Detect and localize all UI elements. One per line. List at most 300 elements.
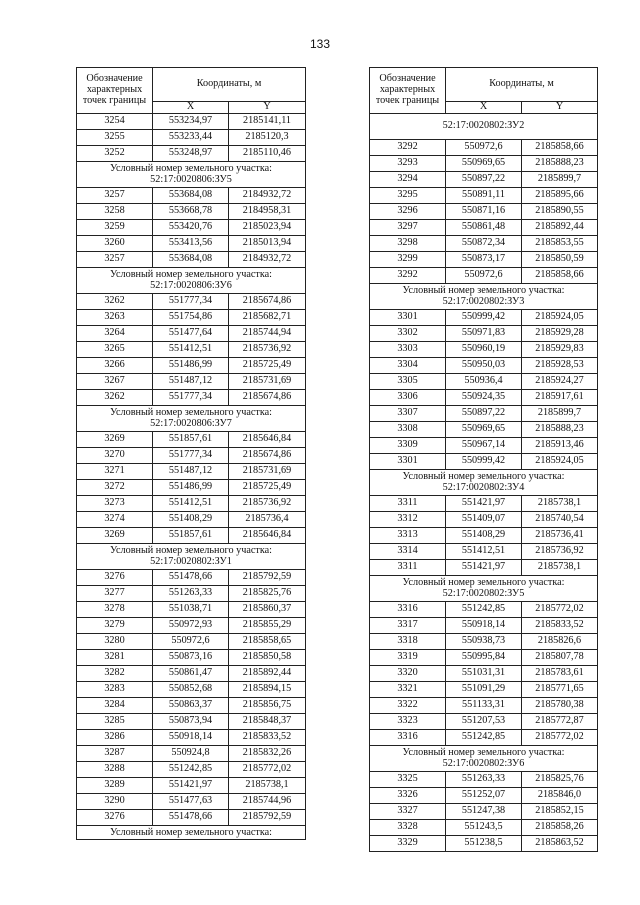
y-coordinate-cell: 2185892,44 [522,219,598,235]
x-coordinate-cell: 550971,83 [446,325,522,341]
y-coordinate-cell: 2185832,26 [229,745,306,761]
table-row [77,745,306,761]
point-id-cell: 3319 [370,649,446,665]
y-coordinate-cell: 2185928,53 [522,357,598,373]
table-row [370,267,598,283]
point-id-cell: 3281 [77,649,153,665]
section-row [370,283,598,309]
table-row [77,431,306,447]
point-id-cell: 3280 [77,633,153,649]
x-coordinate-cell: 550950,03 [446,357,522,373]
table-row [370,453,598,469]
x-coordinate-cell: 551478,66 [153,809,229,825]
point-id-cell: 3308 [370,421,446,437]
table-row [77,697,306,713]
table-row [77,585,306,601]
table-row [370,771,598,787]
y-coordinate-cell: 2185929,83 [522,341,598,357]
x-coordinate-cell: 550972,6 [446,267,522,283]
table-row [77,527,306,543]
point-id-cell: 3326 [370,787,446,803]
x-coordinate-cell: 553684,08 [153,251,229,267]
point-id-cell: 3301 [370,453,446,469]
point-id-cell: 3279 [77,617,153,633]
table-row [370,713,598,729]
land-plot-number: Условный номер земельного участка: 52:17:0020806:ЗУ7 [77,405,306,431]
x-coordinate-cell: 551478,66 [153,569,229,585]
x-coordinate-cell: 550999,42 [446,453,522,469]
point-id-cell: 3270 [77,447,153,463]
y-coordinate-cell: 2184932,72 [229,187,306,203]
table-row [370,325,598,341]
x-coordinate-cell: 550972,6 [153,633,229,649]
table-row [77,187,306,203]
y-coordinate-cell: 2185924,05 [522,309,598,325]
table-row [77,145,306,161]
point-id-cell: 3293 [370,155,446,171]
coordinates-table-right [369,67,598,852]
y-coordinate-cell: 2185731,69 [229,373,306,389]
y-coordinate-cell: 2185846,0 [522,787,598,803]
table-row [370,819,598,835]
point-id-cell: 3322 [370,697,446,713]
x-coordinate-cell: 553234,97 [153,113,229,129]
table-row [77,569,306,585]
land-plot-number: Условный номер земельного участка: 52:17:0020802:ЗУ5 [370,575,598,601]
x-coordinate-cell: 551412,51 [153,341,229,357]
y-coordinate-cell: 2185731,69 [229,463,306,479]
y-coordinate-cell: 2185646,84 [229,431,306,447]
point-id-cell: 3276 [77,569,153,585]
header-x: X [153,102,229,114]
coordinates-table-left [76,67,306,840]
section-row [77,825,306,839]
x-coordinate-cell: 551857,61 [153,527,229,543]
x-coordinate-cell: 551038,71 [153,601,229,617]
point-id-cell: 3309 [370,437,446,453]
point-id-cell: 3328 [370,819,446,835]
header-y: Y [522,102,598,114]
y-coordinate-cell: 2185740,54 [522,511,598,527]
y-coordinate-cell: 2185860,37 [229,601,306,617]
section-row [77,161,306,187]
table-row [370,203,598,219]
y-coordinate-cell: 2185792,59 [229,569,306,585]
section-row [370,113,598,139]
x-coordinate-cell: 550861,47 [153,665,229,681]
y-coordinate-cell: 2185744,94 [229,325,306,341]
y-coordinate-cell: 2185646,84 [229,527,306,543]
y-coordinate-cell: 2185110,46 [229,145,306,161]
table-row [370,405,598,421]
y-coordinate-cell: 2185736,92 [522,543,598,559]
x-coordinate-cell: 551421,97 [446,495,522,511]
x-coordinate-cell: 550995,84 [446,649,522,665]
y-coordinate-cell: 2185772,02 [522,729,598,745]
table-row [370,835,598,851]
table-row [370,341,598,357]
x-coordinate-cell: 551777,34 [153,447,229,463]
x-coordinate-cell: 551421,97 [153,777,229,793]
x-coordinate-cell: 551242,85 [153,761,229,777]
y-coordinate-cell: 2185833,52 [522,617,598,633]
x-coordinate-cell: 550872,34 [446,235,522,251]
table-row [77,341,306,357]
y-coordinate-cell: 2185858,65 [229,633,306,649]
point-id-cell: 3317 [370,617,446,633]
header-y: Y [229,102,306,114]
x-coordinate-cell: 550891,11 [446,187,522,203]
x-coordinate-cell: 550938,73 [446,633,522,649]
table-row [370,633,598,649]
table-row [77,809,306,825]
land-plot-number: Условный номер земельного участка: 52:17:0020802:ЗУ1 [77,543,306,569]
table-row [370,681,598,697]
x-coordinate-cell: 550967,14 [446,437,522,453]
point-id-cell: 3312 [370,511,446,527]
x-coordinate-cell: 551263,33 [446,771,522,787]
x-coordinate-cell: 550972,93 [153,617,229,633]
y-coordinate-cell: 2185023,94 [229,219,306,235]
point-id-cell: 3258 [77,203,153,219]
x-coordinate-cell: 551242,85 [446,729,522,745]
point-id-cell: 3284 [77,697,153,713]
table-row [77,649,306,665]
x-coordinate-cell: 553233,44 [153,129,229,145]
point-id-cell: 3282 [77,665,153,681]
y-coordinate-cell: 2185855,29 [229,617,306,633]
land-plot-number: Условный номер земельного участка: 52:17:0020802:ЗУ3 [370,283,598,309]
table-row [370,787,598,803]
y-coordinate-cell: 2184958,31 [229,203,306,219]
x-coordinate-cell: 551477,63 [153,793,229,809]
y-coordinate-cell: 2185780,38 [522,697,598,713]
x-coordinate-cell: 551263,33 [153,585,229,601]
y-coordinate-cell: 2185772,87 [522,713,598,729]
table-row [370,373,598,389]
table-row [77,633,306,649]
x-coordinate-cell: 550972,6 [446,139,522,155]
point-id-cell: 3307 [370,405,446,421]
table-row [370,527,598,543]
table-row [370,187,598,203]
point-id-cell: 3303 [370,341,446,357]
y-coordinate-cell: 2185141,11 [229,113,306,129]
section-row [370,745,598,771]
point-id-cell: 3254 [77,113,153,129]
point-id-cell: 3269 [77,527,153,543]
x-coordinate-cell: 551777,34 [153,389,229,405]
table-row [370,559,598,575]
section-row [77,543,306,569]
point-id-cell: 3273 [77,495,153,511]
y-coordinate-cell: 2185913,46 [522,437,598,453]
y-coordinate-cell: 2185850,59 [522,251,598,267]
point-id-cell: 3260 [77,235,153,251]
y-coordinate-cell: 2185674,86 [229,293,306,309]
x-coordinate-cell: 553248,97 [153,145,229,161]
x-coordinate-cell: 550861,48 [446,219,522,235]
y-coordinate-cell: 2185736,41 [522,527,598,543]
table-row [77,617,306,633]
y-coordinate-cell: 2185825,76 [522,771,598,787]
x-coordinate-cell: 551252,07 [446,787,522,803]
land-plot-number: Условный номер земельного участка: 52:17:0020806:ЗУ6 [77,267,306,293]
table-row [370,155,598,171]
x-coordinate-cell: 550969,65 [446,155,522,171]
y-coordinate-cell: 2185120,3 [229,129,306,145]
y-coordinate-cell: 2184932,72 [229,251,306,267]
x-coordinate-cell: 551412,51 [153,495,229,511]
point-id-cell: 3316 [370,601,446,617]
point-id-cell: 3276 [77,809,153,825]
point-id-cell: 3286 [77,729,153,745]
point-id-cell: 3305 [370,373,446,389]
point-id-cell: 3262 [77,389,153,405]
y-coordinate-cell: 2185888,23 [522,155,598,171]
point-id-cell: 3296 [370,203,446,219]
y-coordinate-cell: 2185771,65 [522,681,598,697]
x-coordinate-cell: 553413,56 [153,235,229,251]
x-coordinate-cell: 551238,5 [446,835,522,851]
x-coordinate-cell: 551412,51 [446,543,522,559]
point-id-cell: 3311 [370,559,446,575]
point-id-cell: 3264 [77,325,153,341]
table-row [77,793,306,809]
x-coordinate-cell: 551421,97 [446,559,522,575]
section-row [77,405,306,431]
y-coordinate-cell: 2185929,28 [522,325,598,341]
table-row [77,713,306,729]
y-coordinate-cell: 2185792,59 [229,809,306,825]
y-coordinate-cell: 2185744,96 [229,793,306,809]
table-row [370,729,598,745]
x-coordinate-cell: 553668,78 [153,203,229,219]
point-id-cell: 3298 [370,235,446,251]
table-row [77,309,306,325]
x-coordinate-cell: 551486,99 [153,479,229,495]
y-coordinate-cell: 2185856,75 [229,697,306,713]
point-id-cell: 3292 [370,267,446,283]
point-id-cell: 3294 [370,171,446,187]
y-coordinate-cell: 2185850,58 [229,649,306,665]
point-id-cell: 3327 [370,803,446,819]
y-coordinate-cell: 2185894,15 [229,681,306,697]
point-id-cell: 3287 [77,745,153,761]
y-coordinate-cell: 2185917,61 [522,389,598,405]
x-coordinate-cell: 551777,34 [153,293,229,309]
header-point-designation: Обозначение характерных точек границы [77,68,153,114]
x-coordinate-cell: 551408,29 [153,511,229,527]
point-id-cell: 3304 [370,357,446,373]
y-coordinate-cell: 2185725,49 [229,479,306,495]
table-row [77,129,306,145]
y-coordinate-cell: 2185924,27 [522,373,598,389]
header-coordinates: Координаты, м [446,68,598,102]
point-id-cell: 3267 [77,373,153,389]
y-coordinate-cell: 2185825,76 [229,585,306,601]
table-row [370,357,598,373]
point-id-cell: 3320 [370,665,446,681]
x-coordinate-cell: 550936,4 [446,373,522,389]
x-coordinate-cell: 551091,29 [446,681,522,697]
table-row [370,617,598,633]
x-coordinate-cell: 550873,17 [446,251,522,267]
point-id-cell: 3252 [77,145,153,161]
table-row [77,447,306,463]
y-coordinate-cell: 2185807,78 [522,649,598,665]
y-coordinate-cell: 2185682,71 [229,309,306,325]
x-coordinate-cell: 550969,65 [446,421,522,437]
point-id-cell: 3272 [77,479,153,495]
table-row [370,649,598,665]
y-coordinate-cell: 2185725,49 [229,357,306,373]
y-coordinate-cell: 2185783,61 [522,665,598,681]
point-id-cell: 3325 [370,771,446,787]
x-coordinate-cell: 550897,22 [446,171,522,187]
point-id-cell: 3265 [77,341,153,357]
point-id-cell: 3283 [77,681,153,697]
point-id-cell: 3321 [370,681,446,697]
point-id-cell: 3274 [77,511,153,527]
table-row [77,777,306,793]
header-coordinates: Координаты, м [153,68,306,102]
x-coordinate-cell: 550960,19 [446,341,522,357]
x-coordinate-cell: 551207,53 [446,713,522,729]
x-coordinate-cell: 550924,8 [153,745,229,761]
point-id-cell: 3255 [77,129,153,145]
y-coordinate-cell: 2185888,23 [522,421,598,437]
section-row [370,575,598,601]
table-row [370,309,598,325]
table-row [77,251,306,267]
section-row [77,267,306,293]
y-coordinate-cell: 2185899,7 [522,171,598,187]
y-coordinate-cell: 2185858,26 [522,819,598,835]
point-id-cell: 3313 [370,527,446,543]
table-row [77,219,306,235]
table-row [370,437,598,453]
table-body-right [370,113,598,851]
point-id-cell: 3259 [77,219,153,235]
table-row [370,235,598,251]
point-id-cell: 3316 [370,729,446,745]
x-coordinate-cell: 550873,16 [153,649,229,665]
table-row [370,495,598,511]
header-x: X [446,102,522,114]
table-row [77,293,306,309]
point-id-cell: 3262 [77,293,153,309]
table-row [370,171,598,187]
y-coordinate-cell: 2185772,02 [229,761,306,777]
table-row [370,139,598,155]
y-coordinate-cell: 2185738,1 [229,777,306,793]
x-coordinate-cell: 551242,85 [446,601,522,617]
point-id-cell: 3306 [370,389,446,405]
x-coordinate-cell: 550863,37 [153,697,229,713]
point-id-cell: 3288 [77,761,153,777]
y-coordinate-cell: 2185858,66 [522,139,598,155]
x-coordinate-cell: 550918,14 [153,729,229,745]
point-id-cell: 3311 [370,495,446,511]
point-id-cell: 3314 [370,543,446,559]
point-id-cell: 3290 [77,793,153,809]
y-coordinate-cell: 2185736,4 [229,511,306,527]
table-row [77,113,306,129]
y-coordinate-cell: 2185899,7 [522,405,598,421]
x-coordinate-cell: 550897,22 [446,405,522,421]
x-coordinate-cell: 553420,76 [153,219,229,235]
y-coordinate-cell: 2185858,66 [522,267,598,283]
table-row [77,665,306,681]
y-coordinate-cell: 2185852,15 [522,803,598,819]
point-id-cell: 3299 [370,251,446,267]
y-coordinate-cell: 2185848,37 [229,713,306,729]
y-coordinate-cell: 2185863,52 [522,835,598,851]
table-row [370,421,598,437]
table-row [77,479,306,495]
table-row [77,729,306,745]
x-coordinate-cell: 550999,42 [446,309,522,325]
point-id-cell: 3289 [77,777,153,793]
y-coordinate-cell: 2185674,86 [229,389,306,405]
point-id-cell: 3301 [370,309,446,325]
table-row [77,761,306,777]
section-row [370,469,598,495]
table-row [77,203,306,219]
table-row [370,219,598,235]
table-row [77,325,306,341]
land-plot-number: Условный номер земельного участка: 52:17:0020802:ЗУ6 [370,745,598,771]
land-plot-number: 52:17:0020802:ЗУ2 [370,113,598,139]
table-row [77,235,306,251]
x-coordinate-cell: 553684,08 [153,187,229,203]
y-coordinate-cell: 2185013,94 [229,235,306,251]
point-id-cell: 3269 [77,431,153,447]
table-row [370,601,598,617]
y-coordinate-cell: 2185892,44 [229,665,306,681]
x-coordinate-cell: 551409,07 [446,511,522,527]
y-coordinate-cell: 2185738,1 [522,559,598,575]
point-id-cell: 3295 [370,187,446,203]
table-row [370,543,598,559]
x-coordinate-cell: 550924,35 [446,389,522,405]
x-coordinate-cell: 551487,12 [153,373,229,389]
page-number: 133 [309,37,331,51]
x-coordinate-cell: 551754,86 [153,309,229,325]
land-plot-number: Условный номер земельного участка: [77,825,306,839]
point-id-cell: 3285 [77,713,153,729]
table-row [77,511,306,527]
y-coordinate-cell: 2185853,55 [522,235,598,251]
x-coordinate-cell: 550852,68 [153,681,229,697]
y-coordinate-cell: 2185736,92 [229,341,306,357]
point-id-cell: 3278 [77,601,153,617]
table-row [370,251,598,267]
point-id-cell: 3263 [77,309,153,325]
x-coordinate-cell: 551031,31 [446,665,522,681]
y-coordinate-cell: 2185924,05 [522,453,598,469]
x-coordinate-cell: 551408,29 [446,527,522,543]
y-coordinate-cell: 2185826,6 [522,633,598,649]
x-coordinate-cell: 550871,16 [446,203,522,219]
y-coordinate-cell: 2185890,55 [522,203,598,219]
x-coordinate-cell: 551486,99 [153,357,229,373]
table-row [77,495,306,511]
x-coordinate-cell: 551477,64 [153,325,229,341]
x-coordinate-cell: 551857,61 [153,431,229,447]
point-id-cell: 3292 [370,139,446,155]
